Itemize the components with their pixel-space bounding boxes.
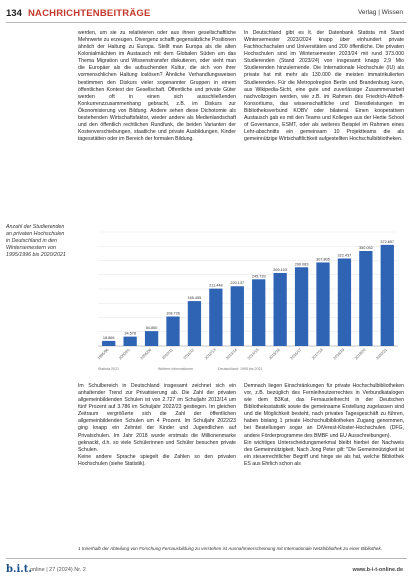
bar (316, 262, 329, 346)
data-label: 108.726 (166, 311, 180, 316)
data-label: 269.103 (273, 267, 288, 272)
data-label: 372.657 (380, 239, 395, 244)
tick-label: 2000/01 (118, 347, 131, 361)
bar (338, 258, 351, 346)
chart-source-label: Weitere Informationen (158, 367, 194, 371)
page-number: 134 (6, 8, 22, 19)
data-label: 350.052 (358, 245, 373, 250)
chart-source-label: Deutschland: 1995 bis 2021 (218, 367, 263, 371)
journal-logo: b.i.t. (6, 564, 32, 575)
tick-label: 2019/20 (354, 347, 367, 361)
header-rule (6, 22, 407, 23)
data-label: 211.448 (209, 283, 223, 288)
data-label: 290.083 (294, 262, 309, 267)
bar-chart (78, 224, 404, 376)
data-label: 245.739 (251, 274, 266, 279)
tick-label: 2011/12 (182, 347, 196, 361)
bar (124, 337, 137, 346)
bar-chart-svg (78, 224, 404, 376)
bar (381, 245, 394, 346)
tick-label: 2012/13 (204, 347, 217, 361)
page-header (0, 0, 413, 26)
text-column-3: Im Schulbereich in Deutschland insgesamt zeichnet sich ein anhaltender Trend zur Privatisierung ab. Die Zahl der privaten allgemeinbildenden Schulen ist von 2.727 im Schuljahr 2013/14 um fünf Prozent auf 3.786 im Schuljahr 2022/23 gestiegen. Im gleichen Zeitraum vergrößerte sich die Zahl der öffentlichen allgemeinbildenden Schulen um 4 Prozent. Im Schuljahr 2022/23 ging knapp ein Zehntel der Kinder und Jugendlichen auf Privatschulen. Im Jahr 2018 wurde erstmals die Millionenmarke geknackt, d.h. so viele Schülerinnen und Schüler besuchen private Schulen. Keine andere Sprache spiegelt die Zahlen so den privaten Hochschulen (siehe Statistik). (78, 383, 236, 467)
tick-label: 2014/15 (246, 347, 260, 361)
issue-info: online | 27 (2024) Nr. 2 (30, 567, 86, 573)
bar (188, 301, 201, 346)
data-label: 165.455 (187, 296, 202, 301)
data-label: 307.805 (316, 257, 330, 262)
bar (166, 316, 179, 346)
tick-label: 2016/17 (289, 347, 303, 361)
bar (102, 341, 115, 346)
bar (295, 267, 308, 346)
bar (145, 331, 158, 346)
rubric-label: Verlag | Wissen (357, 9, 403, 16)
footer-rule (6, 558, 407, 559)
text-column-4: Demnach liegen Einschränkungen für private Hochschulbibliotheken vor, z.B. bezüglich des Fernleihnutzerrechtes in Verbundkatalogen wie dem B3Kat, das Fernausleihrecht in der Deutschen Bibliotheksstatistik sowie die gemeinsame Erstellung zugelassen sind und die Möglichkeit besteht, nach privates Tagesgeschäft zu führen, haben bislang 1 private Hochschulbibliotheken Zugang genommen, bei Bestellungen sogar an DiVerest-Kloster-Hochschulen (DFG, andere Förderprogramme des BMBF und EU Ausschreibungen). Ein wichtiges Unterscheidungsmerkmal bleibt hierbei der Nachweis des Gemeinnützigkeit. Nach Jong Peter gilt: "Die Gemeinnützigkeit ist ein steuerrechtlicher Begriff und hinge sie als hat, welche Bibliothek ES aus Ehrlich schon als (244, 383, 404, 467)
tick-label: 1995/96 (96, 347, 110, 361)
text-column-2: In Deutschland gibt es lt. der Datenbank Statista mit Stand Wintersemester 2023/2024 knapp über einhundert private Fachhochschulen und Universitäten und 200 öffentliche. Die privaten Hochschulen sind im Wintersemester 2023/24 mit rund 373.000 Studierenden (Stand 2023/24) von insgesamt knapp 2,9 Mio Studierenden hinzulernende. Die Internationale Hochschule (IU) als private hat mit mehr als 130.000 die meisten immatrikulierten Studierenden. Für die Metropolregion Berlin und Brandenburg kann, aus Wikipedia-Sicht, eine gute und zuverlässige Zusammenarbeit nachvollzogen werden, wie z.B. im Rahmen des Friedrich-Althoff-Konsortiums, das wissenschaftliche und Dienstleistungen im Bibliotheksverbund KOBV oder bilateral. Einen kooperativen Austausch gab es mit den Teams und Kollegen aus der Hertie School of Governance, ESMT, oder als weiteres Beispiel im Rahmen eines Lehr-abschnitts ein gemeinsam 10 Projektteams die als gemeinnützige Wirtschaftlichkeit aufgestellten Hochschulbibliotheken. (244, 30, 404, 143)
bar (231, 286, 244, 346)
tick-label: 2020/21 (375, 347, 388, 361)
section-title: NACHRICHTENBEITRÄGE (28, 8, 151, 19)
bar (252, 279, 265, 346)
tick-label: 2005/06 (139, 347, 153, 361)
tick-label: 2017/18 (311, 347, 324, 361)
figure-caption: Anzahl der Studierenden an privaten Hochschulen in Deutschland in den Wintersemestern von 1995/1996 bis 2020/2021 (6, 224, 66, 259)
data-label: 220.137 (230, 281, 245, 286)
bar (359, 251, 372, 346)
footer-url[interactable]: www.b-i-t-online.de (352, 567, 403, 573)
data-label: 34.578 (124, 331, 136, 336)
data-label: 322.437 (337, 253, 352, 258)
tick-label: 2010/11 (161, 347, 174, 361)
bar (274, 273, 287, 346)
footnote: 1 Innerhalb der Abteilung von Forschung Fernausbildung zu verstehen ist Ausnahmeerscheinung mit Internationale Netzbibliothek zu einer Bibliothek. (78, 546, 383, 551)
tick-label: 2013/14 (225, 347, 238, 361)
chart-source-label: Statista 2021 (98, 367, 119, 371)
bar (209, 289, 222, 346)
tick-label: 2015/16 (268, 347, 281, 361)
data-label: 54.850 (145, 326, 158, 331)
data-label: 18.866 (102, 335, 115, 340)
text-column-1: werden, um sie zu relativieren oder aus ihnen gesellschaftliche Mehrwerte zu erzeugen. Divergenz schafft gegensätzliche Positionen ähnlich der Haltung zu Europa. Stellt man Europa als die alten Kolonialmächten im Austausch mit dem Globalen Süden um das Thema Migration und Wissenstransfer diskutieren, oder sieht man die Europäer als die aufsuchenden Kultur, die sich von ihrer vormenschlichen Haltung loslösen? Ähnliche Verhandlungsweisen bestimmen den Diskurs vieler sogenannter Gruppen in einem öffentlichen Kontext der Gesellschaft. Öffentliche und private Güter werden oft in einen sich ausschließenden Konkurrenzzusammenhang gebracht, z.B. im Diskurs zur Ökonomisierung von Bildung. Andere sehen diese Dichotomie als bestehenden Wirtschaftsfaktor, wieder andere als Medienlandschaft und den öffentlich rechtlichen Rundfunk, die beiden Varianten der Kostenverschiebungen, staatliche und private Ausbildungen, Kinder tagesstätten oder im Bereich der formalen Bildung. (78, 30, 236, 143)
tick-label: 2018/19 (332, 347, 346, 361)
